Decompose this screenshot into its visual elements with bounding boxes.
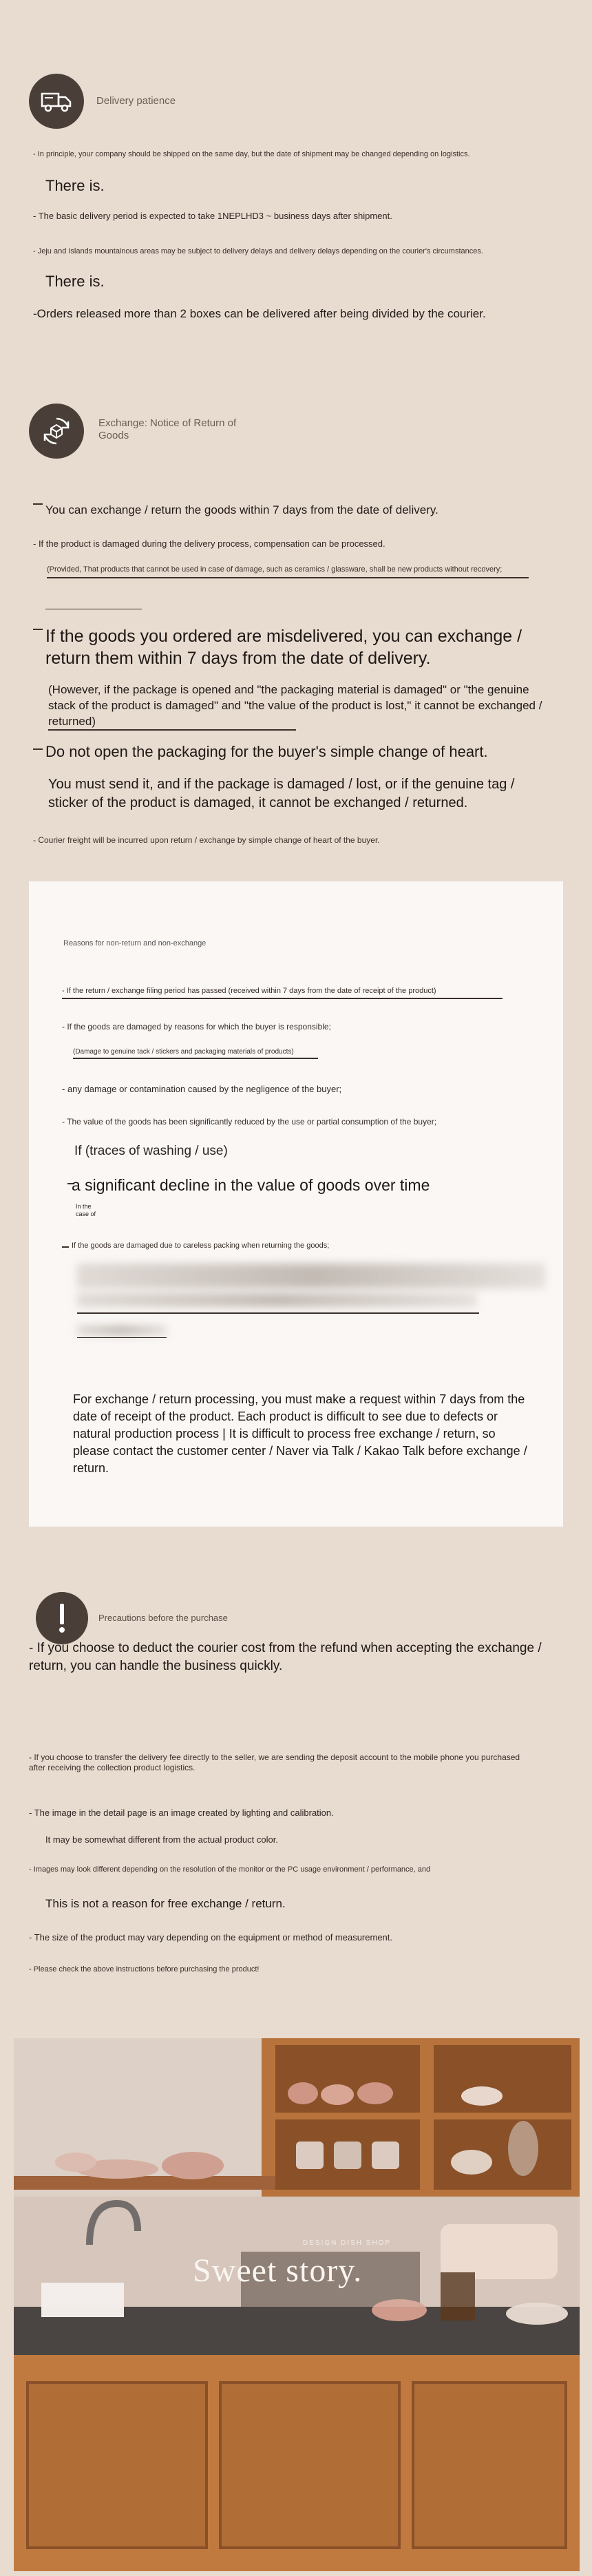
exchange-l3: (Provided, That products that cannot be used in case of damage, such as ceramics / glassware, shall be new products without recovery; bbox=[47, 565, 529, 578]
delivery-line2: - The basic delivery period is expected to take 1NEPLHD3 ~ business days after shipment. bbox=[33, 211, 392, 221]
non-return-r1: - If the return / exchange filing period has passed (received within 7 days from the date of receipt of the product) bbox=[62, 987, 503, 999]
delivery-there1: There is. bbox=[45, 177, 105, 194]
delivery-there2: There is. bbox=[45, 273, 105, 290]
delivery-line4: -Orders released more than 2 boxes can be delivered after being divided by the courier. bbox=[33, 307, 486, 320]
non-return-r5: - The value of the goods has been significantly reduced by the use or partial consumption of the buyer; bbox=[62, 1117, 437, 1127]
precautions-p3: - The image in the detail page is an image created by lighting and calibration. bbox=[29, 1808, 334, 1818]
exchange-l6: Do not open the packaging for the buyer's simple change of heart. bbox=[45, 743, 488, 760]
truck-icon bbox=[29, 74, 84, 129]
dash-marker bbox=[33, 629, 43, 630]
non-return-r6: If (traces of washing / use) bbox=[74, 1144, 228, 1158]
blurred-text bbox=[77, 1264, 545, 1288]
exchange-icon bbox=[29, 404, 84, 459]
kitchen-illustration bbox=[14, 2038, 580, 2571]
non-return-r2: - If the goods are damaged by reasons for which the buyer is responsible; bbox=[62, 1022, 331, 1032]
precautions-title: Precautions before the purchase bbox=[98, 1613, 228, 1623]
banner-title: Sweet story. bbox=[193, 2252, 363, 2289]
kitchen-banner bbox=[14, 2038, 580, 2571]
divider bbox=[48, 729, 296, 731]
precautions-p2: - If you choose to transfer the delivery fee directly to the seller, we are sending the deposit account to the mobile phone you purchased after receiving the collection product logistics. bbox=[29, 1752, 520, 1772]
non-return-r7: a significant decline in the value of goods over time bbox=[72, 1176, 430, 1194]
exclamation-icon bbox=[36, 1592, 88, 1644]
non-return-r4: - any damage or contamination caused by the negligence of the buyer; bbox=[62, 1084, 342, 1094]
divider bbox=[77, 1312, 479, 1314]
blurred-text bbox=[77, 1293, 476, 1307]
precautions-p8: - Please check the above instructions before purchasing the product! bbox=[29, 1965, 260, 1973]
precautions-p7: - The size of the product may vary depending on the equipment or method of measurement. bbox=[29, 1932, 393, 1943]
precautions-p6: This is not a reason for free exchange / return. bbox=[45, 1897, 286, 1910]
blurred-text bbox=[77, 1326, 167, 1335]
precautions-p4: It may be somewhat different from the actual product color. bbox=[45, 1834, 278, 1845]
non-return-r9: If the goods are damaged due to careless packing when returning the goods; bbox=[72, 1242, 330, 1250]
delivery-title: Delivery patience bbox=[96, 95, 176, 107]
exchange-l2: - If the product is damaged during the delivery process, compensation can be processed. bbox=[33, 538, 385, 549]
non-return-paragraph: For exchange / return processing, you must make a request within 7 days from the date of receipt of the product. Each product is difficult to see due to defects or natural production process | It is difficult to process free exchange / return, so please contact the customer center / Naver via Talk / Kakao Talk before exchange / return. bbox=[73, 1392, 527, 1475]
non-return-title: Reasons for non-return and non-exchange bbox=[63, 939, 207, 947]
delivery-line1: - In principle, your company should be shipped on the same day, but the date of shipment may be changed depending on logistics. bbox=[33, 150, 470, 158]
divider bbox=[77, 1337, 167, 1338]
exchange-l8: - Courier freight will be incurred upon return / exchange by simple change of heart of the buyer. bbox=[33, 835, 380, 845]
dash-marker bbox=[62, 1246, 69, 1248]
dash-marker bbox=[33, 503, 43, 505]
delivery-line3: - Jeju and Islands mountainous areas may be subject to delivery delays and delivery delays depending on the courier's circumstances. bbox=[33, 247, 483, 255]
dash-marker bbox=[33, 748, 43, 750]
non-return-r8: In the case of bbox=[76, 1203, 96, 1217]
exchange-l7: You must send it, and if the package is damaged / lost, or if the genuine tag / sticker of the product is damaged, it cannot be exchanged / returned. bbox=[48, 777, 515, 810]
banner-small-text: DESIGN DISH SHOP bbox=[303, 2239, 392, 2247]
exchange-title: Exchange: Notice of Return of Goods bbox=[98, 417, 237, 441]
exchange-l5: (However, if the package is opened and "the packaging material is damaged" or "the genuine stack of the product is damaged" and "the value of the product is lost," it cannot be exchanged / returned) bbox=[48, 683, 542, 728]
non-return-r3: (Damage to genuine tack / stickers and packaging materials of products) bbox=[73, 1048, 318, 1059]
exchange-l1: You can exchange / return the goods within 7 days from the date of delivery. bbox=[45, 503, 438, 516]
precautions-p1: - If you choose to deduct the courier cost from the refund when accepting the exchange / return, you can handle the business quickly. bbox=[29, 1641, 542, 1673]
exchange-l4: If the goods you ordered are misdelivered, you can exchange / return them within 7 days from the date of delivery. bbox=[45, 627, 522, 668]
precautions-p5: - Images may look different depending on the resolution of the monitor or the PC usage environment / performance, and bbox=[29, 1865, 431, 1874]
